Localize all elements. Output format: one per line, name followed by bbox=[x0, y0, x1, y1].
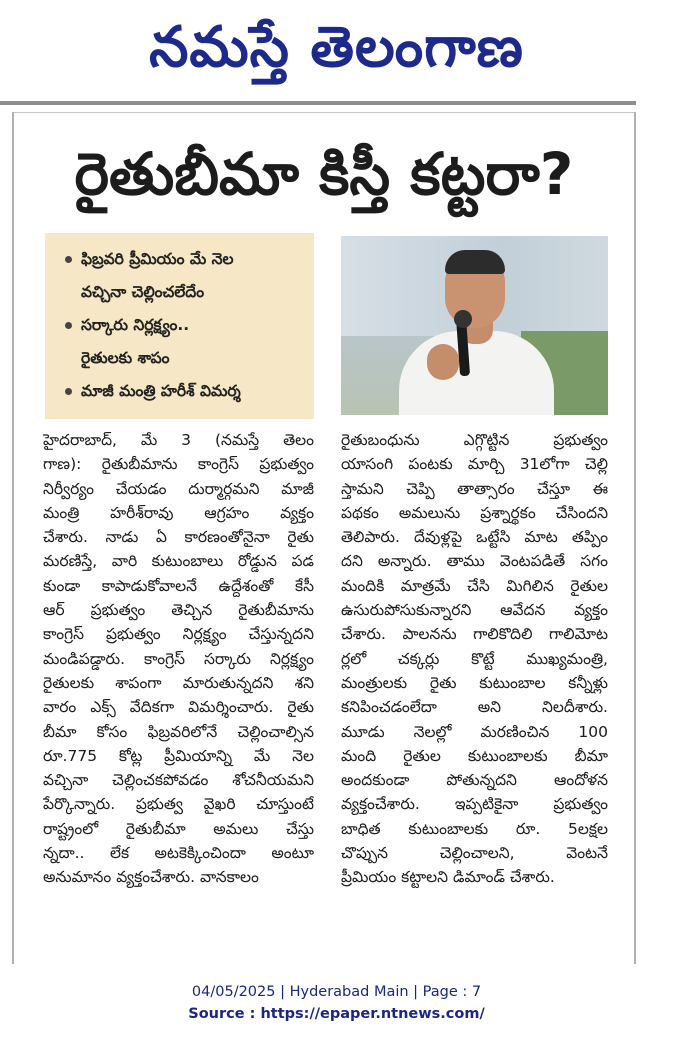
body-text-line: చేశారు. నాడు ఏ కారణంతోనైనా రైతు bbox=[43, 528, 314, 547]
body-text-line: రైతులకు శాపంగా మారుతున్నదని శని bbox=[43, 673, 314, 692]
body-text-line: చొప్పున చెల్లించాలని, వెంటనే bbox=[341, 844, 608, 863]
body-text-line: కనిపించడంలేదా అని నిలదీశారు. bbox=[341, 698, 608, 717]
bullet-icon bbox=[65, 256, 72, 263]
highlight-text: మాజీ మంత్రి హరీశ్ విమర్శ bbox=[81, 382, 241, 400]
highlights-box bbox=[45, 233, 314, 419]
body-text-line: వారం ఎక్స్ వేదికగా విమర్శించారు. రైతు bbox=[43, 698, 314, 717]
bullet-icon bbox=[65, 322, 72, 329]
body-text-line: మండిపడ్డారు. కాంగ్రెస్ సర్కారు నిర్లక్ష్యం bbox=[43, 649, 314, 668]
body-text-line: పథకం అమలును ప్రశ్నార్థకం చేసిందని bbox=[341, 503, 608, 522]
body-text-line: మంది రైతుల కుటుంబాలకు బీమా bbox=[341, 746, 608, 765]
footer-source: Source : https://epaper.ntnews.com/ bbox=[188, 1006, 485, 1022]
highlight-text: ఫిబ్రవరి ప్రీమియం మే నెల bbox=[81, 250, 234, 268]
highlight-line bbox=[65, 276, 306, 309]
body-text-line: బీమా కోసం ఫిబ్రవరిలోనే చెల్లించాల్సిన bbox=[43, 722, 314, 741]
body-text-line: ఆర్ ప్రభుత్వం తెచ్చిన రైతుబీమాను bbox=[43, 601, 314, 620]
body-text-line: నిర్వీర్యం చేయడం దుర్మార్గమని మాజీ bbox=[43, 479, 314, 498]
article-frame-left bbox=[12, 112, 14, 964]
body-text-line: మరణిస్తే, వారి కుటుంబాలు రోడ్డున పడ bbox=[43, 552, 314, 571]
body-text-line: మందికి మాత్రమే చేసి మిగిలిన రైతుల bbox=[341, 576, 608, 595]
microphone-head-icon bbox=[454, 310, 472, 328]
body-text-line: న్నదా.. లేక అటకెక్కించిందా అంటూ bbox=[43, 844, 314, 863]
body-text-line: కుండా కాపాడుకోవాలనే ఉద్దేశంతో కేసీ bbox=[43, 576, 314, 595]
body-text-line: రైతుబంధును ఎగ్గొట్టిన ప్రభుత్వం bbox=[341, 431, 608, 449]
body-text-line: దని అన్నారు. తాము వెంటపడితే సగం bbox=[341, 552, 608, 571]
body-text-line: రాష్ట్రంలో రైతుబీమా అమలు చేస్తు bbox=[43, 819, 314, 838]
body-text-line: మూడు నెలల్లో మరణించిన 100 bbox=[341, 722, 608, 741]
highlight-text: వచ్చినా చెల్లించలేదేం bbox=[81, 283, 205, 301]
photo-person-hand bbox=[427, 344, 459, 380]
body-text-line: హైదరాబాద్, మే 3 (నమస్తే తెలం bbox=[43, 431, 314, 449]
article-frame-right bbox=[634, 112, 636, 964]
highlight-line bbox=[65, 243, 306, 276]
article-frame-top bbox=[12, 112, 636, 113]
body-text-line: గాణ): రైతుబీమాను కాంగ్రెస్ ప్రభుత్వం bbox=[43, 455, 314, 474]
body-text-line: తెలిపారు. దేవుళ్లపై ఒట్టేసి మాట తప్పిం bbox=[341, 528, 608, 547]
body-text-line: ప్రీమియం కట్టాలని డిమాండ్ చేశారు. bbox=[341, 868, 555, 887]
body-text-line: మంత్రి హరీశ్‌రావు ఆగ్రహం వ్యక్తం bbox=[43, 503, 314, 522]
body-text-line: అనుమానం వ్యక్తంచేశారు. వానకాలం bbox=[43, 868, 259, 887]
highlight-line bbox=[65, 375, 306, 408]
photo-person-hair bbox=[445, 250, 505, 274]
body-text-line: పేర్కొన్నారు. ప్రభుత్వ వైఖరి చూస్తుంటే bbox=[43, 795, 314, 814]
bullet-icon bbox=[65, 388, 72, 395]
body-text-line: వ్యక్తంచేశారు. ఇప్పటికైనా ప్రభుత్వం bbox=[341, 795, 608, 814]
article-photo bbox=[341, 236, 608, 415]
body-text-line: బాధిత కుటుంబాలకు రూ. 5లక్షల bbox=[341, 819, 608, 838]
body-text-line: చేశారు. పాలనను గాలికొదిలి గాలిమోట bbox=[341, 625, 608, 644]
highlight-text: రైతులకు శాపం bbox=[81, 349, 170, 367]
footer-date-edition: 04/05/2025 | Hyderabad Main | Page : 7 bbox=[191, 984, 482, 1000]
body-text-line: వచ్చినా చెల్లించకపోవడం శోచనీయమని bbox=[43, 771, 314, 790]
body-text-line: యాసంగి పంటకు మార్చి 31లోగా చెల్లి bbox=[341, 455, 608, 474]
article-headline: రైతుబీమా కిస్తీ కట్టరా? bbox=[74, 140, 574, 208]
highlight-line bbox=[65, 342, 306, 375]
body-text-line: రూ.775 కోట్ల ప్రీమియాన్ని మే నెల bbox=[43, 746, 314, 765]
highlight-text: సర్కారు నిర్లక్ష్యం.. bbox=[81, 316, 190, 334]
body-text-line: ఉసురుపోసుకున్నారని ఆవేదన వ్యక్తం bbox=[341, 601, 608, 620]
body-text-line: ర్లలో చక్కర్లు కొట్టే ముఖ్యమంత్రి, bbox=[341, 649, 608, 668]
masthead-rule bbox=[0, 101, 636, 105]
body-text-line: కాంగ్రెస్ ప్రభుత్వం నిర్లక్ష్యం చేస్తున్నదని bbox=[43, 625, 314, 644]
newspaper-logo: నమస్తే తెలంగాణ bbox=[149, 15, 524, 80]
body-text-line: అందకుండా పోతున్నదని ఆందోళన bbox=[341, 771, 608, 790]
article-body-left-column bbox=[43, 428, 314, 890]
masthead bbox=[0, 0, 673, 100]
article-body-right-column bbox=[341, 428, 608, 890]
body-text-line: స్తామని చెప్పి తాత్సారం చేస్తూ ఈ bbox=[341, 479, 608, 498]
body-text-line: మంత్రులకు రైతు కుటుంబాల కన్నీళ్లు bbox=[341, 673, 608, 692]
highlight-line bbox=[65, 309, 306, 342]
